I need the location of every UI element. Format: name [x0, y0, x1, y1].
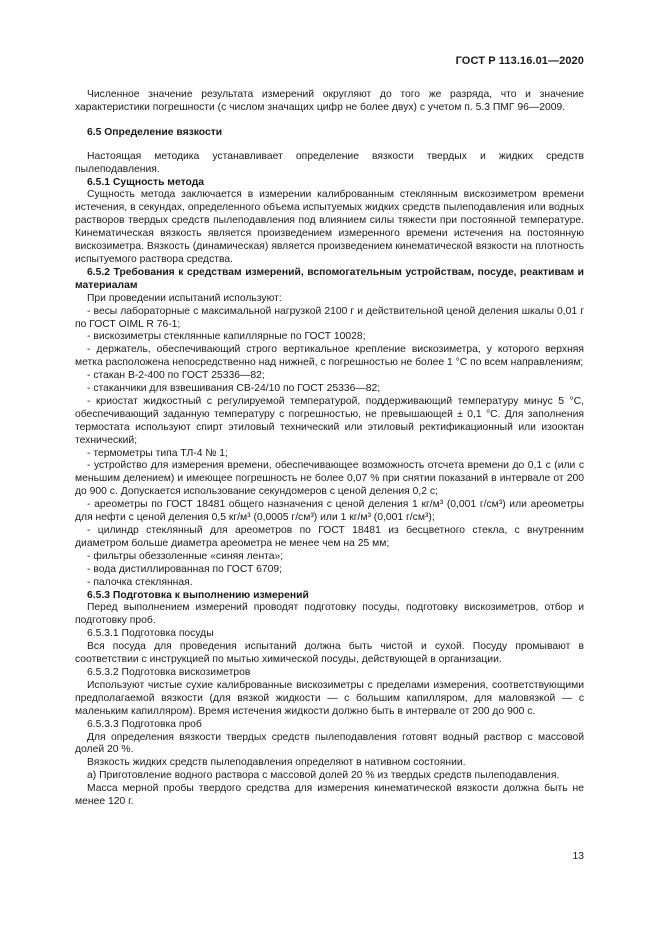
list-item-timer: - устройство для измерения времени, обеспечивающее возможность отсчета времени до 0,1 с (или с меньшим делением) и имеющее погрешность не более 0,07 % при снятии показаний в интервале от 200 до 900 с. Допускается использование секундомеров с ценой деления 0,2 с; [75, 460, 584, 498]
paragraph-equipment-intro: При проведении испытаний используют: [87, 292, 282, 304]
list-item-weighing-cups: - стаканчики для взвешивания СВ-24/10 по ГОСТ 25336—82; [87, 383, 381, 395]
list-item-scales: - весы лабораторные с максимальной нагрузкой 2100 г и действительной ценой деления шкалы 0,01 г по ГОСТ OIML R 76-1; [75, 305, 584, 330]
section-heading-6-5: 6.5 Определение вязкости [87, 126, 223, 138]
paragraph-viscometer-prep: Используют чистые сухие калиброванные вискозиметры с пределами измерения, соответствующими предполагаемой вязкости (для вязкой жидкости — с большим капилляром, для маловязкой — с маленьким капилляром). Время истечения жидкости должно быть в интервале от 200 до 900 с. [75, 679, 584, 717]
section-heading-6-5-3: 6.5.3 Подготовка к выполнению измерений [87, 589, 309, 601]
list-item-glass-rod: - палочка стеклянная. [87, 576, 193, 588]
paragraph-item-a: а) Приготовление водного раствора с массовой долей 20 % из твердых средств пылеподавления. [87, 770, 560, 782]
document-body [75, 89, 584, 809]
subsection-heading-6-5-3-2: 6.5.3.2 Подготовка вискозиметров [87, 666, 251, 678]
paragraph-method-essence: Сущность метода заключается в измерении калиброванным стеклянным вискозиметром времени истечения, в секундах, определенного объема испытуемых жидких средств пылеподавления или водных растворов твердых средств пылеподавления под влиянием силы тяжести при постоянной температуре. Кинематическая вязкость является произведением измеренного времени истечения на постоянную вискозиметра. Вязкость (динамическая) является произведением кинематической вязкости на плотность испытуемого раствора средства. [75, 189, 584, 265]
page-number: 13 [572, 851, 584, 862]
section-heading-6-5-2: 6.5.2 Требования к средствам измерений, вспомогательным устройствам, посуде, реактивам и материалам [75, 266, 584, 291]
list-item-hydrometers: - ареометры по ГОСТ 18481 общего назначения с ценой деления 1 кг/м³ (0,001 г/см³) или ареометры для нефти с ценой деления 0,5 кг/м³ (0,0005 г/см³) или 1 кг/м³ (0,001 г/см³); [75, 499, 584, 524]
section-heading-6-5-1: 6.5.1 Сущность метода [87, 176, 205, 188]
paragraph-solution-prep: Для определения вязкости твердых средств пылеподавления готовят водный раствор с массовой долей 20 %. [75, 731, 584, 756]
paragraph-rounding: Численное значение результата измерений округляют до того же разряда, что и значение характеристики погрешности (с числом значащих цифр не более двух) с учетом п. 5.3 ПМГ 96—2009. [75, 89, 584, 113]
paragraph-sample-mass: Масса мерной пробы твердого средства для измерения кинематической вязкости должна быть не менее 120 г. [75, 783, 584, 808]
list-item-thermometers: - термометры типа ТЛ-4 № 1; [87, 447, 228, 459]
list-item-viscometers: - вискозиметры стеклянные капиллярные по ГОСТ 10028; [87, 331, 366, 343]
paragraph-glassware: Вся посуда для проведения испытаний должна быть чистой и сухой. Посуду промывают в соответствии с инструкцией по мытью химической посуды, действующей в организации. [75, 641, 584, 666]
list-item-water: - вода дистиллированная по ГОСТ 6709; [87, 563, 283, 575]
document-code-header: ГОСТ Р 113.16.01—2020 [455, 55, 584, 67]
list-item-cryostat: - криостат жидкостный с регулируемой температурой, поддерживающий температуру минус 5 °С, обеспечивающий заданную температуру с погрешностью, не превышающей ± 0,1 °С. Для заполнения термостата используют спирт этиловый технический или этиловый ректификационный или изооктан технический; [75, 395, 584, 446]
paragraph-scope: Настоящая методика устанавливает определение вязкости твердых и жидких средств пылеподавления. [75, 150, 584, 175]
subsection-heading-6-5-3-3: 6.5.3.3 Подготовка проб [87, 718, 202, 730]
paragraph-liquid-native: Вязкость жидких средств пылеподавления определяют в нативном состоянии. [87, 757, 466, 769]
list-item-holder: - держатель, обеспечивающий строго вертикальное крепление вискозиметра, у которого верхняя метка расположена непосредственно над нижней, с погрешностью не более 1 °С по всем направлениям; [75, 344, 584, 369]
list-item-filters: - фильтры обеззоленные «синяя лента»; [87, 550, 284, 562]
paragraph-preparation-intro: Перед выполнением измерений проводят подготовку посуды, подготовку вискозиметров, отбор и подготовку проб. [75, 602, 584, 627]
subsection-heading-6-5-3-1: 6.5.3.1 Подготовка посуды [87, 628, 214, 640]
list-item-cylinder: - цилиндр стеклянный для ареометров по ГОСТ 18481 из бесцветного стекла, с внутренним диаметром больше диаметра ареометра не менее чем на 25 мм; [75, 525, 584, 549]
list-item-beaker: - стакан В-2-400 по ГОСТ 25336—82; [87, 370, 265, 382]
